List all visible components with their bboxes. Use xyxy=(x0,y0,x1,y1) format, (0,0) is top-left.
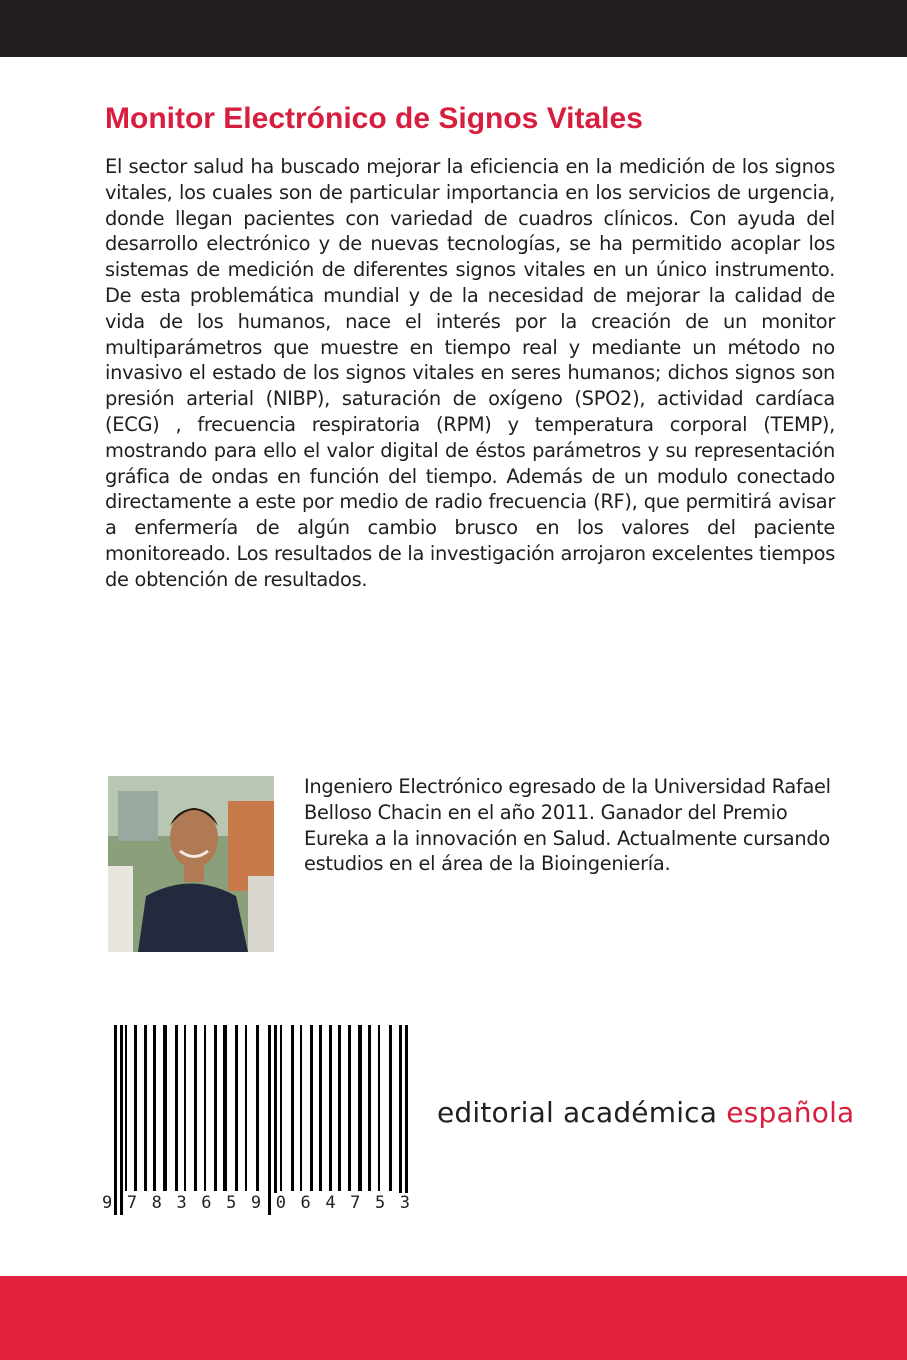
isbn-digit: 3 xyxy=(174,1193,188,1221)
barcode-bar xyxy=(300,1025,302,1191)
barcode-bar xyxy=(175,1025,178,1191)
barcode-bar xyxy=(280,1025,282,1191)
book-abstract: El sector salud ha buscado mejorar la eficiencia en la medición de los signos vitales, los cuales son de particular importancia en los servicios de urgencia, donde llegan pacientes con variedad de cuadros clínicos. Con ayuda del desarrollo electrónico y de nuevas tecnologías, se ha permitido acoplar los sistemas de medición de diferentes signos vitales en un único instrumento. De esta problemática mundial y de la necesidad de mejorar la calidad de vida de los humanos, nace el interés por la creación de un monitor multiparámetros que muestre en tiempo real y mediante un método no invasivo el estado de los signos vitales en seres humanos; dichos signos son presión arterial (NIBP), saturación de oxígeno (SPO2), actividad cardíaca (ECG) , frecuencia respiratoria (RPM) y temperatura corporal (TEMP), mostrando para ello el valor digital de éstos parámetros y su representación gráfica de ondas en función del tiempo. Además de un modulo conectado directamente a este por medio de radio frecuencia (RF), que permitirá avisar a enfermería de algún cambio brusco en los valores del paciente monitoreado. Los resultados de la investigación arrojaron excelentes tiempos de obtención de resultados. xyxy=(105,155,835,591)
barcode-bar xyxy=(405,1025,408,1215)
barcode-bar xyxy=(125,1025,127,1191)
barcode-bar xyxy=(235,1025,238,1191)
barcode-bar xyxy=(348,1025,351,1191)
barcode-bar xyxy=(204,1025,206,1191)
isbn-digit: 7 xyxy=(125,1193,139,1221)
barcode-bar xyxy=(389,1025,392,1191)
publisher-name-part2: española xyxy=(726,1096,855,1129)
barcode-bar xyxy=(144,1025,147,1191)
publisher-name-part1: editorial académica xyxy=(437,1096,727,1129)
barcode-bar xyxy=(134,1025,137,1191)
barcode-bar xyxy=(114,1025,117,1215)
isbn-digit: 6 xyxy=(299,1193,313,1221)
barcode-bar xyxy=(268,1025,271,1215)
author-bio: Ingeniero Electrónico egresado de la Universidad Rafael Belloso Chacin en el año 2011. Ganador del Premio Eureka a la innovación en Salud. Actualmente cursando estudios en el área de la Bioingeniería. xyxy=(304,775,831,876)
barcode-bar xyxy=(358,1025,362,1191)
isbn-barcode xyxy=(100,1025,418,1221)
barcode-bar xyxy=(223,1025,227,1191)
barcode-bar xyxy=(194,1025,197,1191)
author-photo xyxy=(108,776,274,952)
barcode-bar xyxy=(310,1025,313,1191)
isbn-digit: 5 xyxy=(373,1193,387,1221)
barcode-bar xyxy=(368,1025,371,1191)
barcode-bar xyxy=(329,1025,332,1191)
barcode-bar xyxy=(184,1025,186,1191)
top-color-band xyxy=(0,0,907,57)
barcode-bar xyxy=(120,1025,123,1215)
book-title: Monitor Electrónico de Signos Vitales xyxy=(105,102,643,135)
barcode-bar xyxy=(399,1025,402,1215)
isbn-digit: 8 xyxy=(150,1193,164,1221)
barcode-bar xyxy=(245,1025,247,1191)
barcode-bar xyxy=(274,1025,277,1215)
isbn-digit: 5 xyxy=(224,1193,238,1221)
publisher-logo xyxy=(437,1093,857,1133)
barcode-bar xyxy=(338,1025,341,1191)
author-photo-image xyxy=(108,776,274,952)
barcode-bar xyxy=(291,1025,294,1191)
isbn-digit: 6 xyxy=(199,1193,213,1221)
barcode-bar xyxy=(214,1025,217,1191)
isbn-digit: 0 xyxy=(274,1193,288,1221)
barcode-bar xyxy=(256,1025,259,1191)
isbn-digit: 9 xyxy=(249,1193,263,1221)
barcode-bar xyxy=(319,1025,322,1191)
bottom-color-band xyxy=(0,1276,907,1360)
isbn-digit: 7 xyxy=(348,1193,362,1221)
barcode-bar xyxy=(153,1025,156,1191)
isbn-digit: 3 xyxy=(398,1193,412,1221)
barcode-bar xyxy=(378,1025,380,1191)
isbn-digit: 4 xyxy=(323,1193,337,1221)
barcode-bar xyxy=(163,1025,167,1191)
isbn-digit: 9 xyxy=(100,1193,114,1221)
isbn-digits xyxy=(100,1193,418,1221)
